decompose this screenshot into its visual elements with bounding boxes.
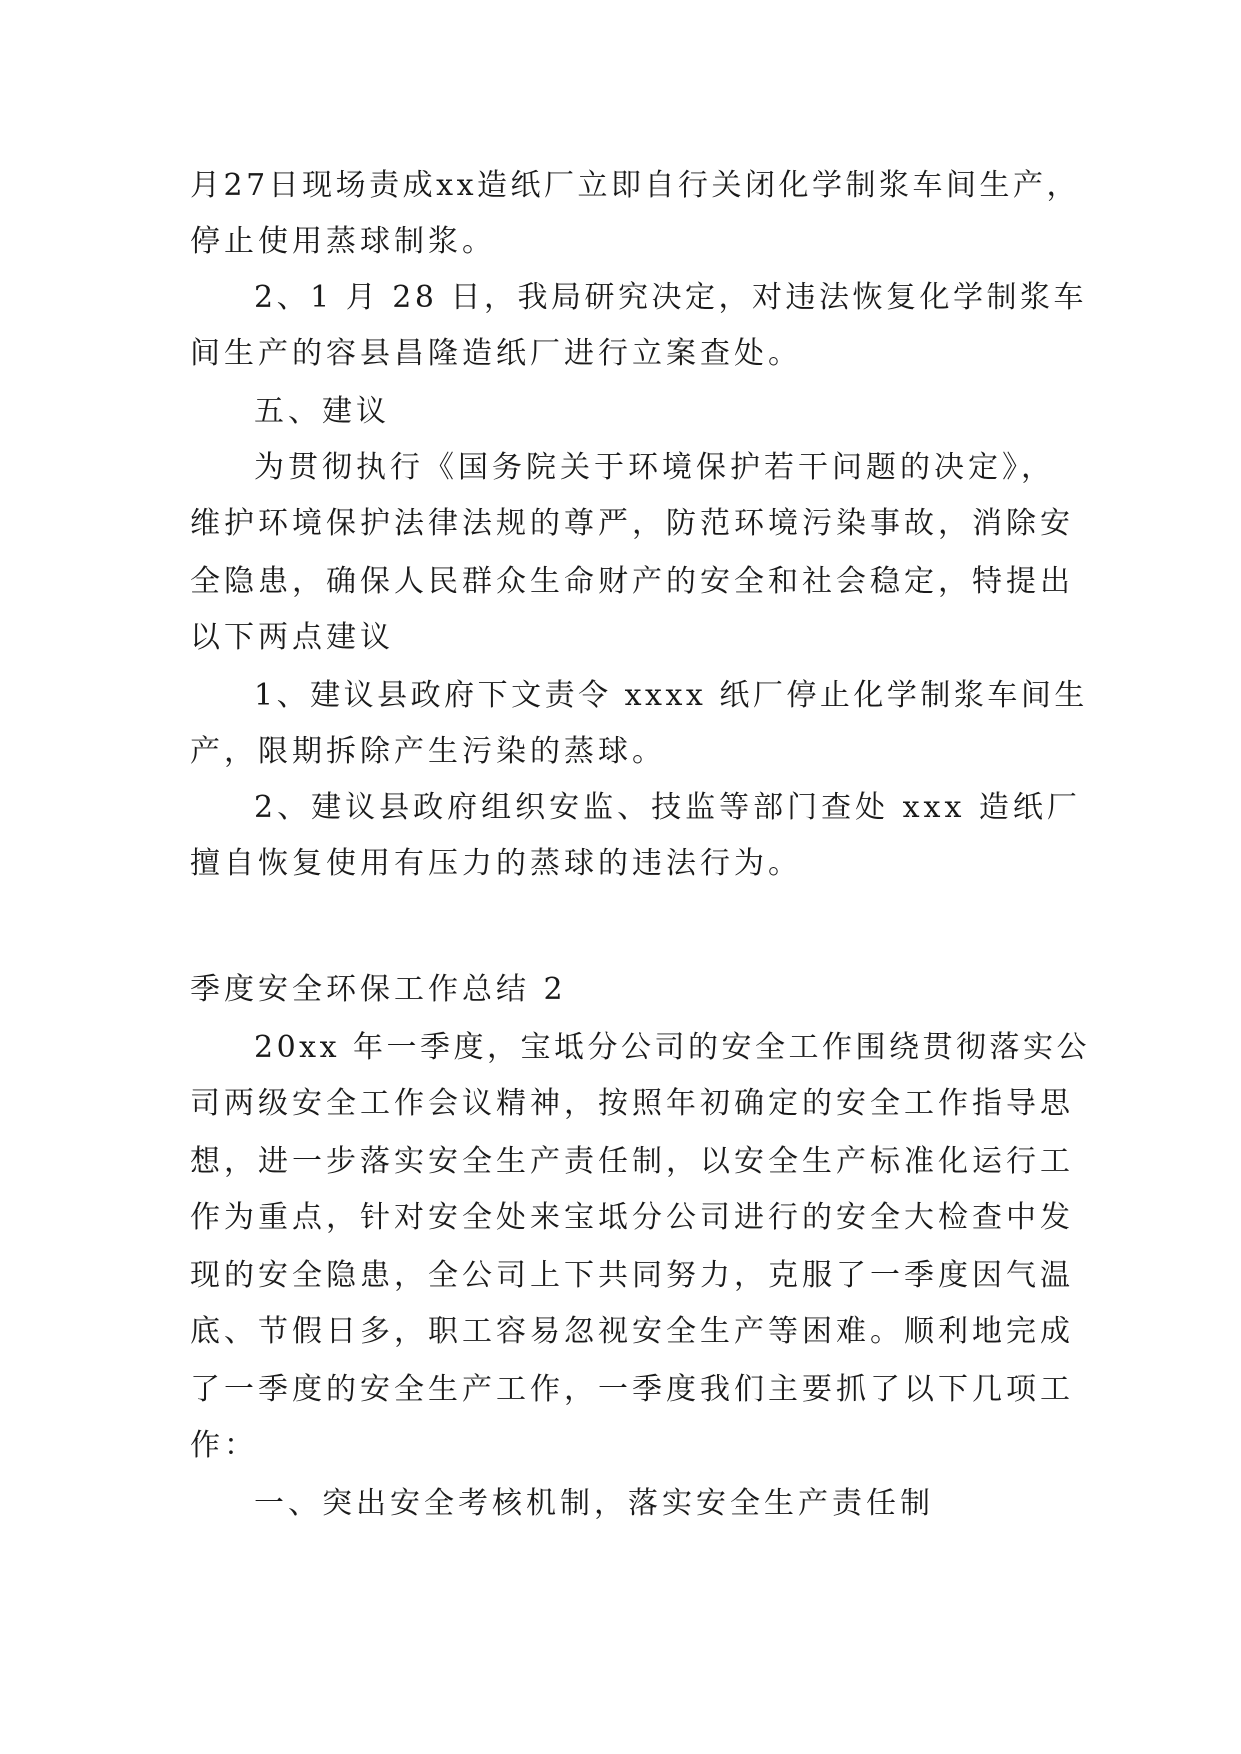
text-line: 以下两点建议 [190,620,394,655]
document-title: 季度安全环保工作总结 2 [190,972,567,1007]
section-heading: 五、建议 [254,394,390,429]
text-line: 月27日现场责成xx造纸厂立即自行关闭化学制浆车间生产， [190,168,1081,203]
text-line: 作： [190,1428,258,1463]
text-line: 间生产的容县昌隆造纸厂进行立案查处。 [190,336,802,371]
text-line: 底、节假日多，职工容易忽视安全生产等困难。顺利地完成 [190,1314,1074,1349]
text-line: 1、建议县政府下文责令 xxxx 纸厂停止化学制浆车间生 [254,678,1088,713]
text-line: 2、建议县政府组织安监、技监等部门查处 xxx 造纸厂 [254,790,1081,825]
text-line: 全隐患，确保人民群众生命财产的安全和社会稳定，特提出 [190,564,1074,599]
text-line: 司两级安全工作会议精神，按照年初确定的安全工作指导思 [190,1086,1074,1121]
text-line: 产，限期拆除产生污染的蒸球。 [190,734,666,769]
text-line: 维护环境保护法律法规的尊严，防范环境污染事故，消除安 [190,506,1074,541]
text-line: 2、1 月 28 日，我局研究决定，对违法恢复化学制浆车 [254,280,1087,315]
text-line: 想，进一步落实安全生产责任制，以安全生产标准化运行工 [190,1144,1074,1179]
text-line: 作为重点，针对安全处来宝坻分公司进行的安全大检查中发 [190,1200,1074,1235]
text-line: 了一季度的安全生产工作，一季度我们主要抓了以下几项工 [190,1372,1074,1407]
text-line: 停止使用蒸球制浆。 [190,224,496,259]
text-line: 现的安全隐患，全公司上下共同努力，克服了一季度因气温 [190,1258,1074,1293]
text-line: 擅自恢复使用有压力的蒸球的违法行为。 [190,846,802,881]
section-heading: 一、突出安全考核机制，落实安全生产责任制 [254,1486,934,1521]
text-line: 20xx 年一季度，宝坻分公司的安全工作围绕贯彻落实公 [254,1030,1091,1065]
text-line: 为贯彻执行《国务院关于环境保护若干问题的决定》， [254,450,1055,485]
